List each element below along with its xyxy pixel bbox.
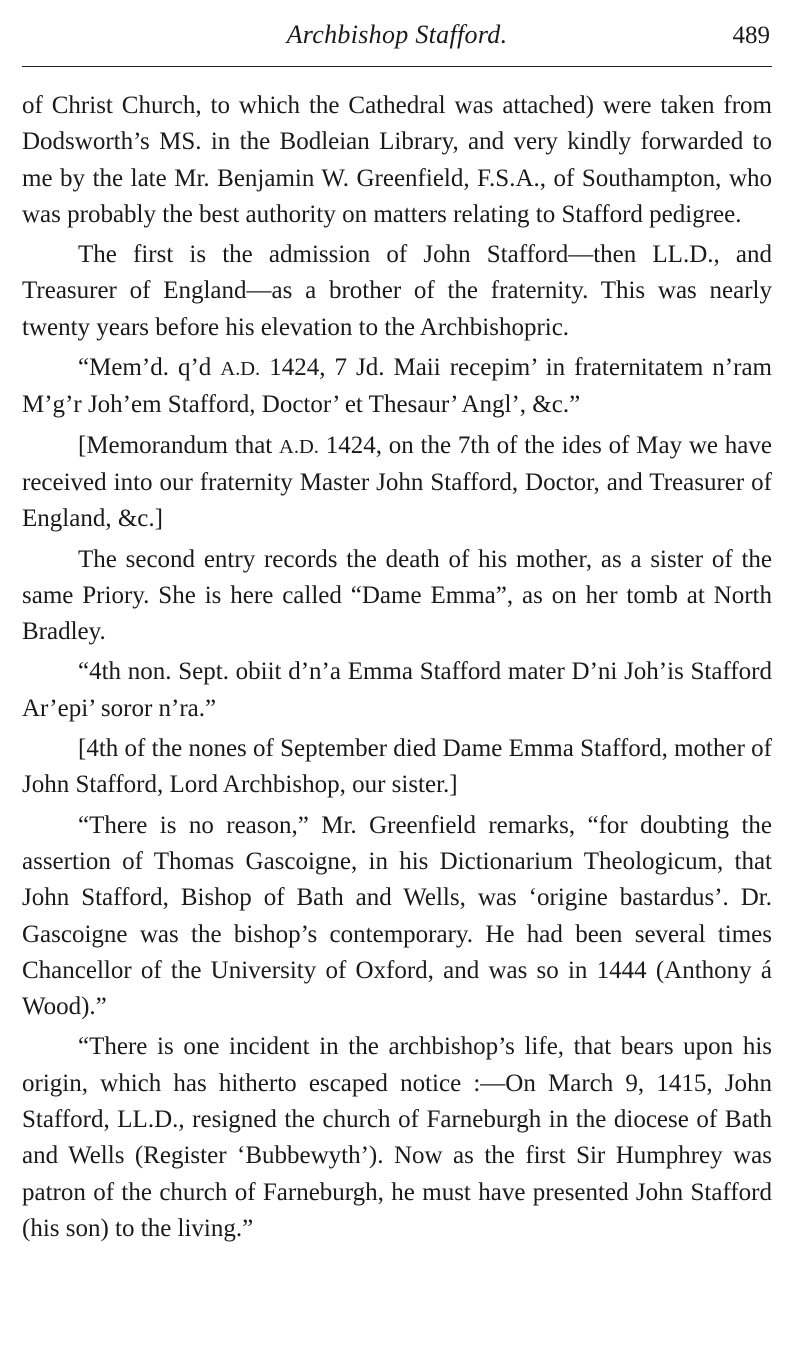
paragraph-incident: “There is one incident in the archbishop’s life, that bears upon his origin, which has hitherto escaped notice :—On March 9, 1415, John Stafford, LL.D., resigned the church of Farneburgh in the diocese of Bath and Wells (Register ‘Bubbewyth’). Now as the first Sir Humphrey was patron of the church of Farneburgh, he must have presented John Stafford (his son) to the living.” [22,1033,772,1242]
page-number: 489 [732,22,770,49]
paragraph-continuation: of Christ Church, to which the Cathedral was attached) were taken from Dodsworth’s MS. in the Bodleian Library, and very kindly forwarded to me by the late Mr. Benjamin W. Greenfield, F.S.A., of Southampton, who was probably the best authority on matters relating to Stafford pedigree. [22,92,772,228]
page-header [22,14,772,52]
body-text [22,88,772,1251]
paragraph-second-entry: The second entry records the death of his mother, as a sister of the same Priory. She is here called “Dame Emma”, as on her tomb at North Bradley. [22,545,772,646]
running-title: Archbishop Stafford. [286,20,508,49]
paragraph-admission-translation: [Memorandum that A.D. 1424, on the 7th of the ides of May we have received into our fraternity Master John Stafford, Doctor, and Treasurer of England, &c.] [22,431,773,533]
book-page [22,14,773,1242]
header-rule [22,66,772,67]
paragraph-greenfield-quote: “There is no reason,” Mr. Greenfield remarks, “for doubting the assertion of Thomas Gascoigne, in his Dictionarium Theologicum, that John Stafford, Bishop of Bath and Wells, was ‘origine bastardus’. Dr. Gascoigne was the bishop’s contemporary. He had been several times Chancellor of the University of Oxford, and was so in 1444 (Anthony á Wood).” [22,811,772,1021]
paragraph-obit-translation: [4th of the nones of September died Dame Emma Stafford, mother of John Stafford, Lord Archbishop, our sister.] [22,735,772,799]
paragraph-latin-obit: “4th non. Sept. obiit d’n’a Emma Stafford mater D’ni Joh’is Stafford Ar’epi’ soror n’ra.” [22,658,772,722]
paragraph-first-entry: The first is the admission of John Stafford—then LL.D., and Treasurer of England—as a brother of the fraternity. This was nearly twenty years before his elevation to the Archbishopric. [22,241,772,341]
paragraph-latin-admission: “Mem’d. q’d A.D. 1424, 7 Jd. Maii recepim’ in fraternitatem n’ram M’g’r Joh’em Stafford, Doctor’ et Thesaur’ Angl’, &c.” [22,354,772,419]
